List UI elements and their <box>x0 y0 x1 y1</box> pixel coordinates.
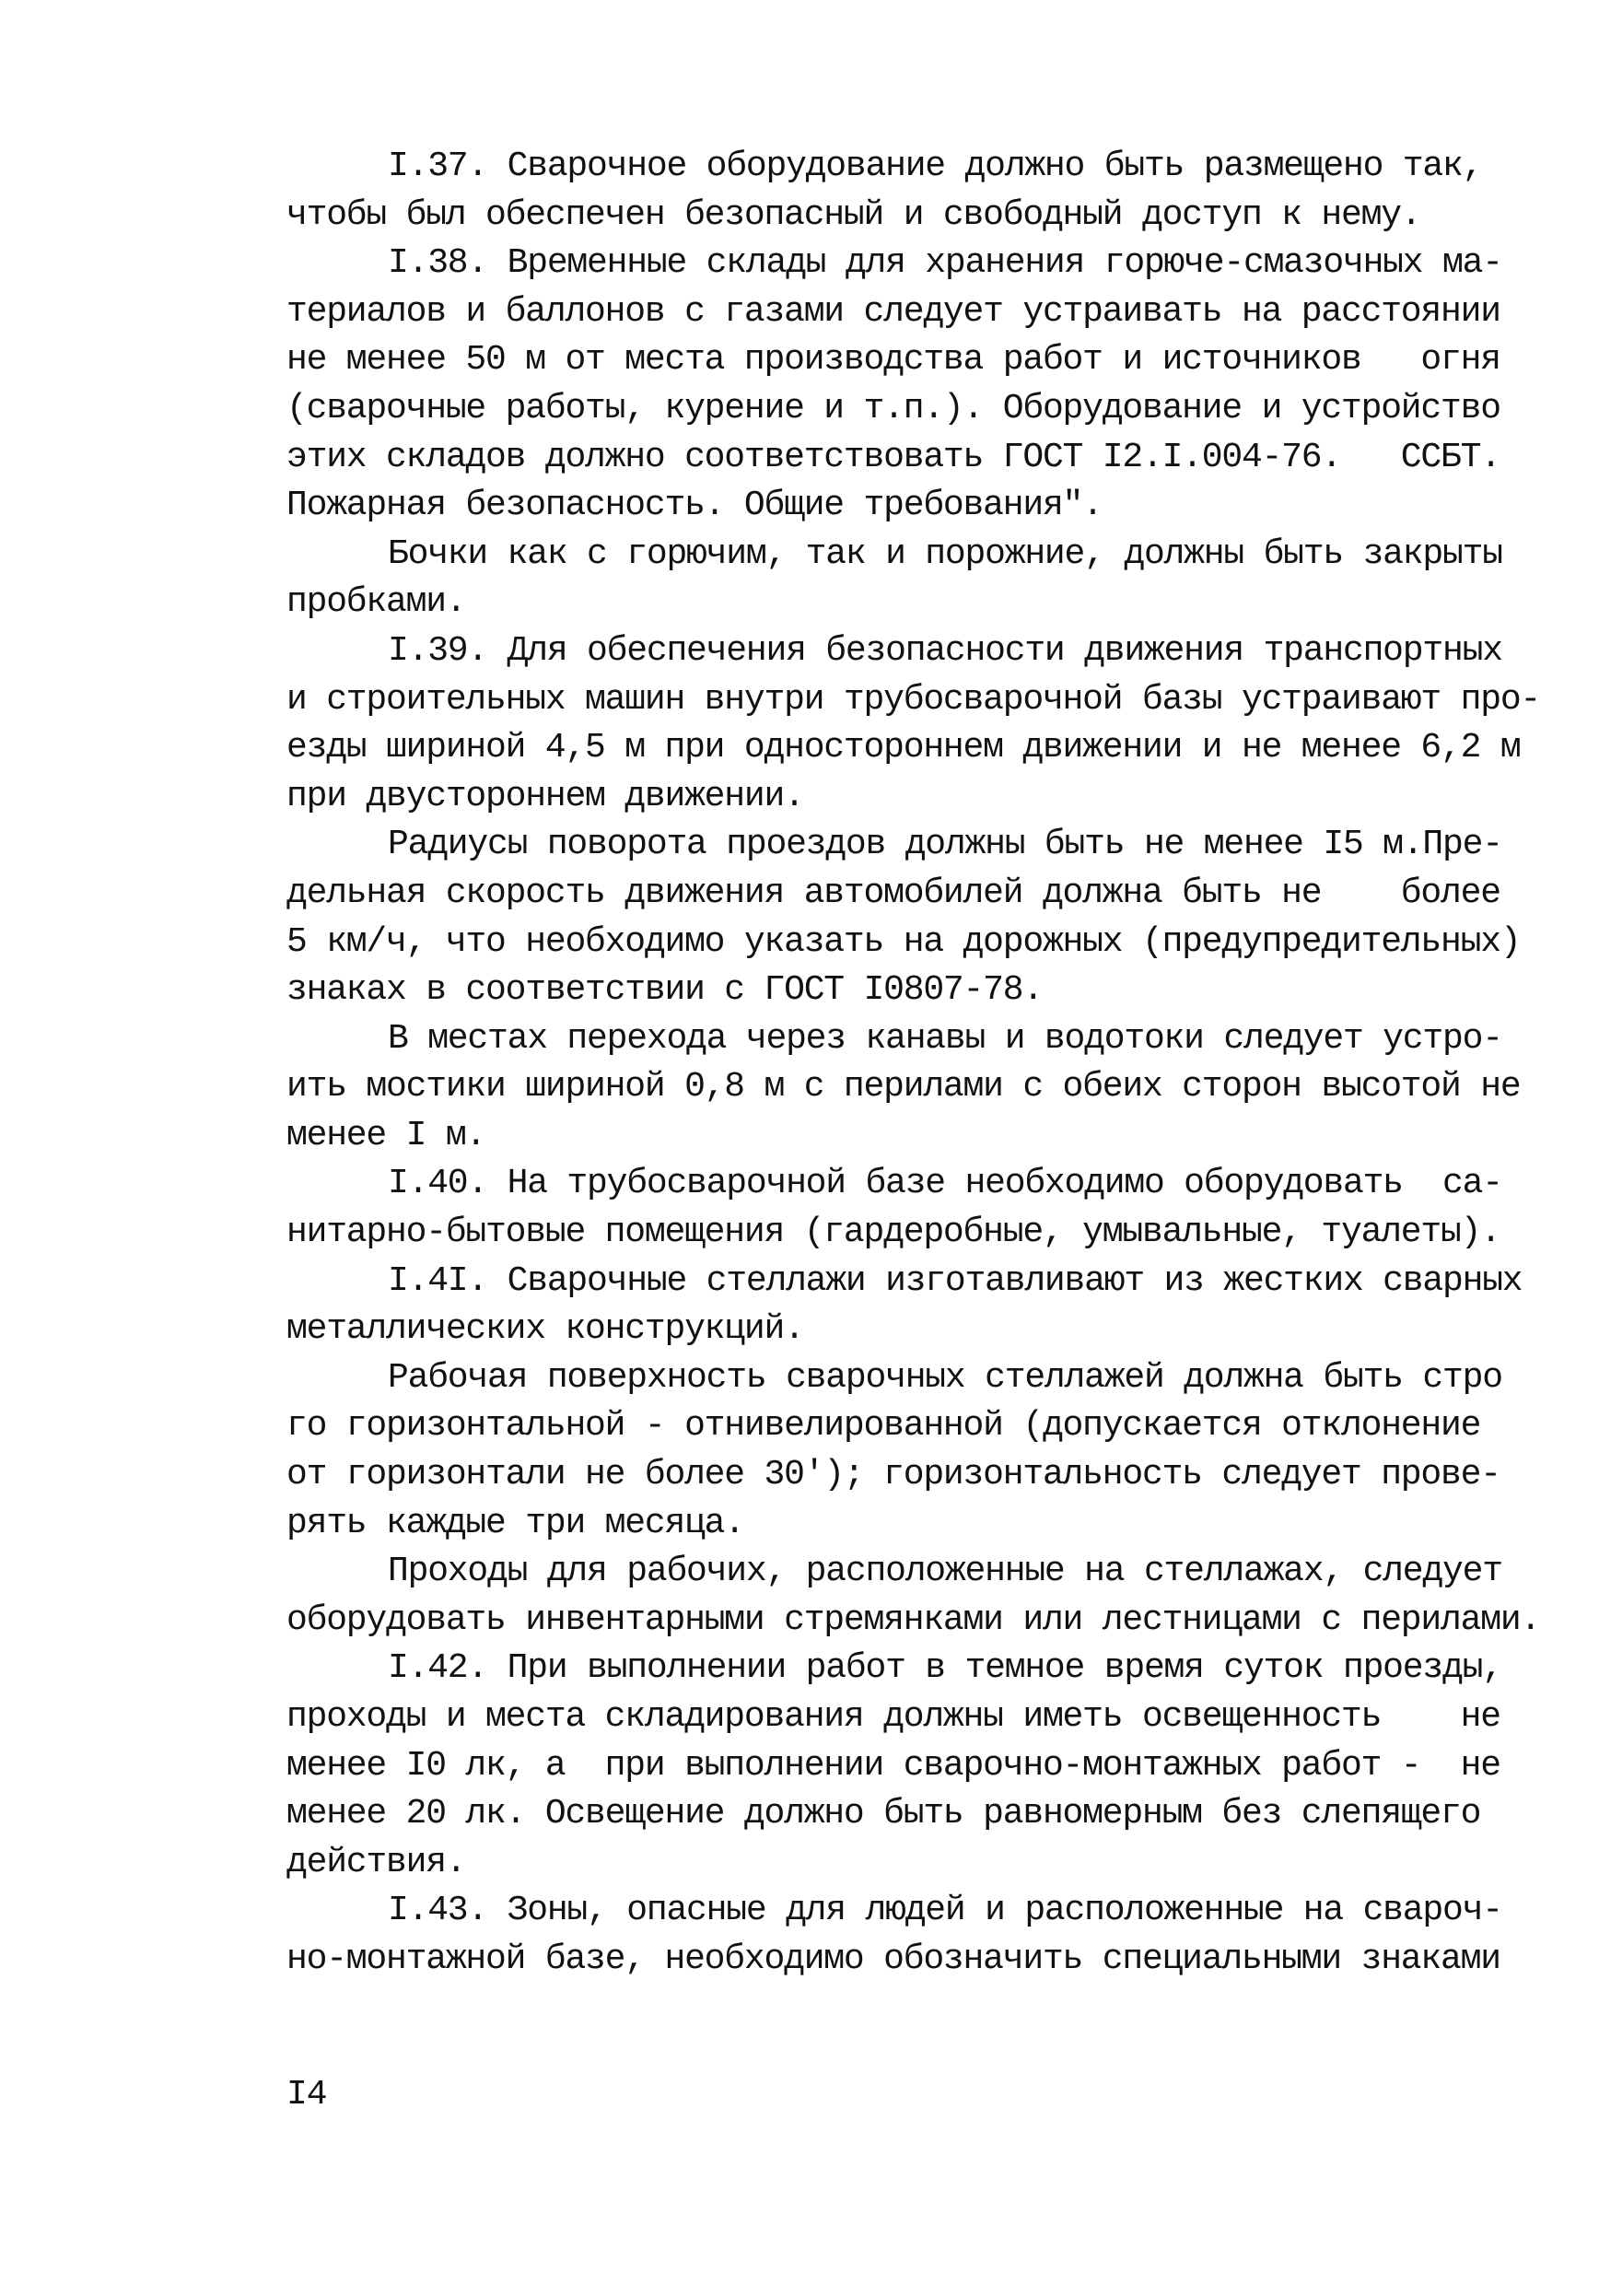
text-line: I.38. Временные склады для хранения горюче-смазочных ма- <box>388 243 1502 284</box>
text-line: действия. <box>286 1842 466 1882</box>
text-line: Проходы для рабочих, расположенные на стеллажах, следует <box>388 1552 1502 1592</box>
text-line: металлических конструкций. <box>286 1309 804 1350</box>
text-line: Бочки как с горючим, так и порожние, должны быть закрыты <box>388 533 1502 574</box>
text-line: Рабочая поверхность сварочных стеллажей должна быть стро <box>388 1357 1502 1398</box>
text-line: менее 20 лк. Освещение должно быть равномерным без слепящего <box>286 1794 1481 1834</box>
text-line: езды шириной 4,5 м при одностороннем движении и не менее 6,2 м <box>286 728 1521 768</box>
text-line: не менее 50 м от места производства работ и источников огня <box>286 340 1500 381</box>
text-line: I.37. Сварочное оборудование должно быть размещено так, <box>388 146 1483 186</box>
text-line: го горизонтальной - отнивелированной (допускается отклонение <box>286 1406 1481 1447</box>
text-line: 5 км/ч, что необходимо указать на дорожных (предупредительных) <box>286 921 1521 962</box>
text-line: чтобы был обеспечен безопасный и свободный доступ к нему. <box>286 194 1421 235</box>
text-line: знаках в соответствии с ГОСТ I0807-78. <box>286 970 1043 1011</box>
text-line: проходы и места складирования должны иметь освещенность не <box>286 1697 1500 1737</box>
text-line: I.4I. Сварочные стеллажи изготавливают из жестких сварных <box>388 1260 1523 1301</box>
body-text <box>286 143 1541 1985</box>
text-line: I.39. Для обеспечения безопасности движения транспортных <box>388 630 1502 671</box>
text-line: оборудовать инвентарными стремянками или лестницами с перилами. <box>286 1599 1541 1640</box>
text-line: пробками. <box>286 582 466 623</box>
text-line: менее I м. <box>286 1115 486 1155</box>
text-line: В местах перехода через канавы и водотоки следует устро- <box>388 1018 1502 1059</box>
text-line: рять каждые три месяца. <box>286 1503 744 1543</box>
text-line: но-монтажной базе, необходимо обозначить специальными знаками <box>286 1939 1500 1979</box>
text-line: I.40. На трубосварочной базе необходимо оборудовать са- <box>388 1164 1502 1204</box>
text-line: ить мостики шириной 0,8 м с перилами с обеих сторон высотой не <box>286 1067 1521 1107</box>
text-line: дельная скорость движения автомобилей должна быть не более <box>286 873 1500 913</box>
text-line: Пожарная безопасность. Общие требования". <box>286 486 1103 526</box>
text-line: от горизонтали не более 30′); горизонтальность следует прове- <box>286 1455 1500 1495</box>
text-line: и строительных машин внутри трубосварочной базы устраивают про- <box>286 679 1541 720</box>
text-line: (сварочные работы, курение и т.п.). Оборудование и устройство <box>286 388 1500 428</box>
text-line: нитарно-бытовые помещения (гардеробные, умывальные, туалеты). <box>286 1212 1500 1253</box>
text-line: I.42. При выполнении работ в темное время суток проезды, <box>388 1648 1502 1689</box>
text-line: териалов и баллонов с газами следует устраивать на расстоянии <box>286 291 1500 332</box>
text-line: I.43. Зоны, опасные для людей и расположенные на свароч- <box>388 1891 1502 1931</box>
page-number: I4 <box>286 2075 327 2114</box>
text-line: этих складов должно соответствовать ГОСТ I2.I.004-76. ССБТ. <box>286 437 1500 477</box>
text-line: при двустороннем движении. <box>286 776 804 816</box>
text-line: Радиусы поворота проездов должны быть не менее I5 м.Пре- <box>388 825 1502 865</box>
text-line: менее I0 лк, а при выполнении сварочно-монтажных работ - не <box>286 1745 1500 1786</box>
